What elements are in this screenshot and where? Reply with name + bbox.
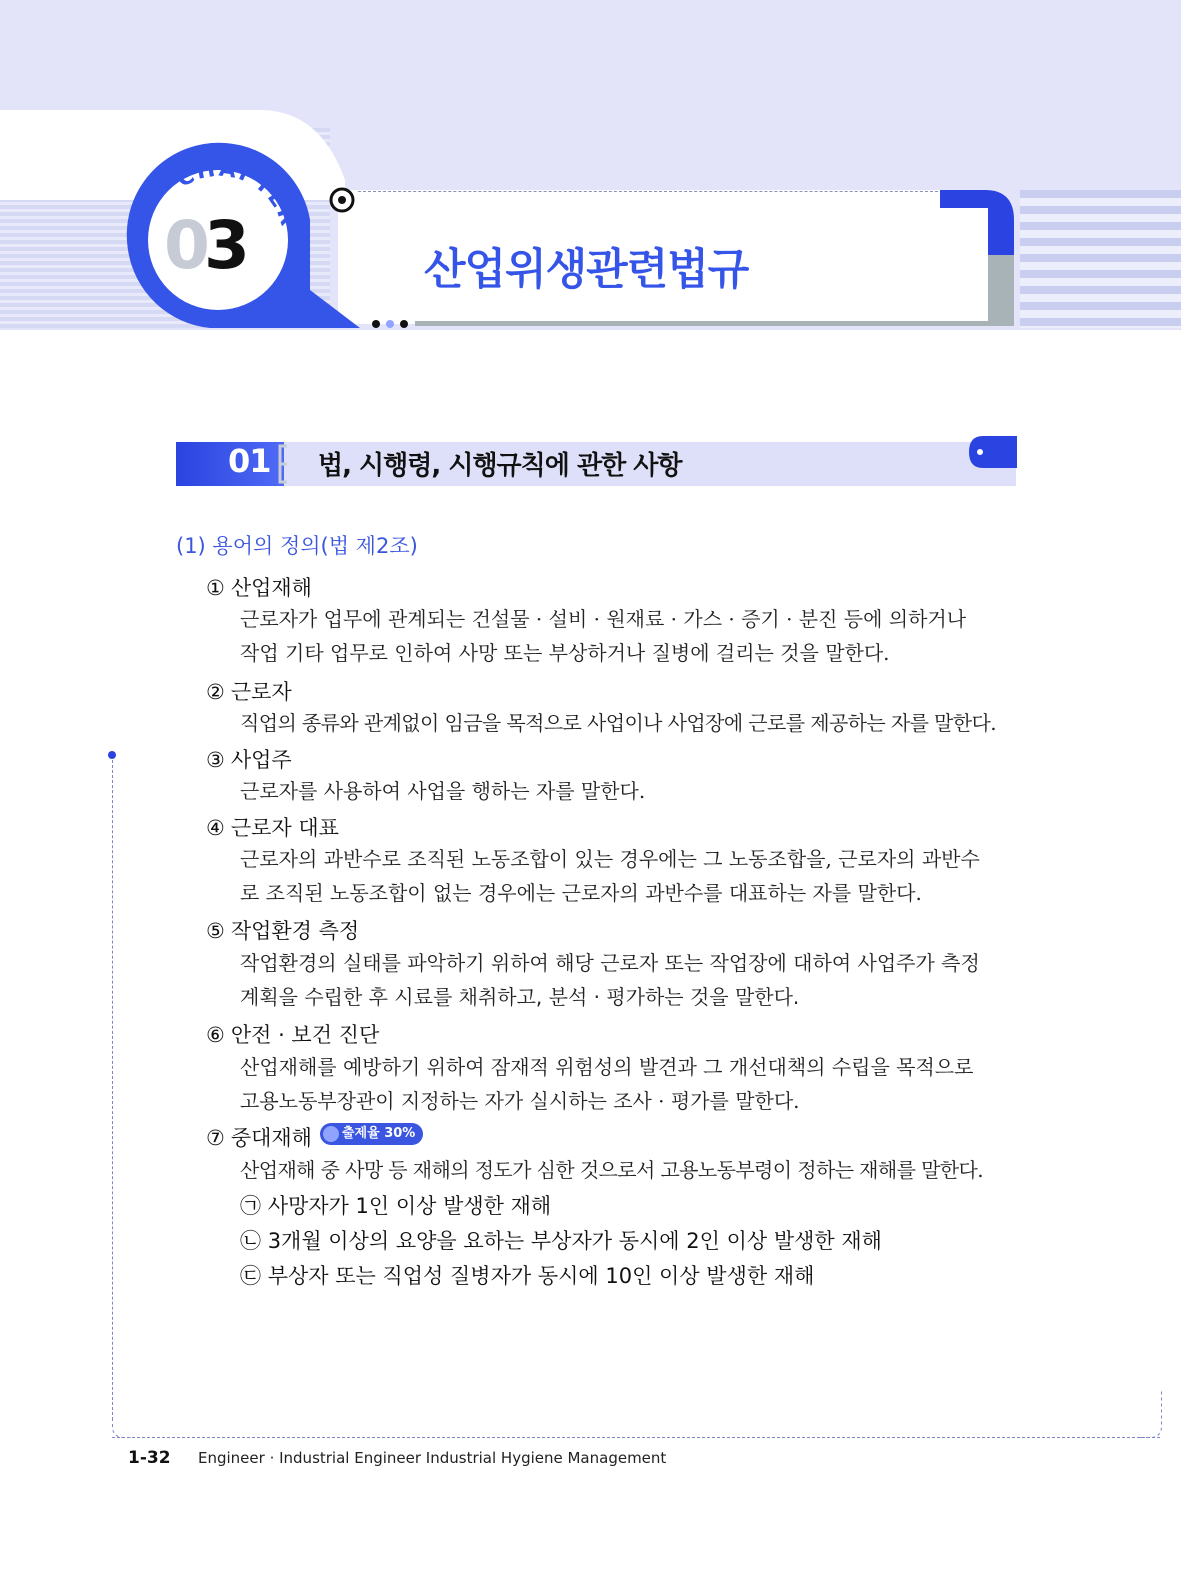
bottom-left-corner xyxy=(112,1418,134,1438)
chapter-title: 산업위생관련법규 xyxy=(424,245,749,295)
body-line: 직업의 종류와 관계없이 임금을 목적으로 사업이나 사업장에 근로를 제공하는 자를 말한다. xyxy=(240,711,996,735)
title-underline-bar xyxy=(415,321,990,326)
item-body xyxy=(240,946,1016,1014)
section-bracket-icon xyxy=(275,440,291,488)
chapter-label: CHAPTER xyxy=(172,156,301,231)
book-title-footer: Engineer · Industrial Engineer Industrial Hygiene Management xyxy=(198,1449,667,1467)
item-body xyxy=(240,774,1016,808)
exam-rate-badge xyxy=(320,1123,423,1145)
item-title xyxy=(206,676,292,706)
body-line: 로 조직된 노동조합이 없는 경우에는 근로자의 과반수를 대표하는 자를 말한다. xyxy=(240,881,922,905)
title-dash-line xyxy=(358,191,948,192)
list-text: 사망자가 1인 이상 발생한 재해 xyxy=(267,1194,552,1218)
badge-text: 출제율 30% xyxy=(342,1126,416,1141)
section-tab-icon xyxy=(969,436,1017,468)
list-text: 3개월 이상의 요양을 요하는 부상자가 동시에 2인 이상 발생한 재해 xyxy=(267,1229,882,1253)
item-body xyxy=(240,1050,1016,1118)
section-number: 01 xyxy=(228,442,271,480)
item-marker: ⑦ xyxy=(206,1126,225,1150)
item-marker: ④ xyxy=(206,816,225,840)
body-line: 고용노동부장관이 지정하는 자가 실시하는 조사 · 평가를 말한다. xyxy=(240,1089,800,1113)
item-marker: ⑤ xyxy=(206,919,225,943)
list-marker: ㉠ xyxy=(240,1194,261,1218)
body-line: 산업재해 중 사망 등 재해의 정도가 심한 것으로서 고용노동부령이 정하는 재해를 말한다. xyxy=(240,1158,984,1182)
bottom-right-corner xyxy=(1140,1390,1162,1438)
chapter-number-faded: 0 xyxy=(164,207,210,284)
item-body xyxy=(240,1153,1016,1187)
subsection-heading: (1) 용어의 정의(법 제2조) xyxy=(176,534,418,558)
three-dots-icon xyxy=(370,318,414,330)
margin-dot xyxy=(108,751,116,759)
item-title xyxy=(206,744,292,774)
page-number: 1-32 xyxy=(128,1448,171,1468)
chapter-number: 3 xyxy=(204,207,250,284)
body-line: 근로자의 과반수로 조직된 노동조합이 있는 경우에는 그 노동조합을, 근로자의 과반수 xyxy=(240,847,980,871)
item-marker: ① xyxy=(206,576,225,600)
item-body xyxy=(240,602,1016,670)
margin-dashed-line xyxy=(112,760,113,1420)
body-line: 작업환경의 실태를 파악하기 위하여 해당 근로자 또는 작업장에 대하여 사업주가 측정 xyxy=(240,951,980,975)
item-title xyxy=(206,915,359,945)
item-title xyxy=(206,572,312,602)
list-item xyxy=(240,1225,882,1255)
body-line: 근로자가 업무에 관계되는 건설물 · 설비 · 원재료 · 가스 · 증기 · 분진 등에 의하거나 xyxy=(240,607,967,631)
item-title-text: 근로자 xyxy=(230,680,292,704)
item-marker: ③ xyxy=(206,748,225,772)
body-line: 산업재해를 예방하기 위하여 잠재적 위험성의 발견과 그 개선대책의 수립을 목적으로 xyxy=(240,1055,974,1079)
item-title-text: 작업환경 측정 xyxy=(230,919,360,943)
badge-dot-icon xyxy=(323,1126,339,1142)
item-title-text: 안전 · 보건 진단 xyxy=(230,1023,380,1047)
item-marker: ⑥ xyxy=(206,1023,225,1047)
item-title-text: 사업주 xyxy=(230,748,292,772)
section-title: 법, 시행령, 시행규칙에 관한 사항 xyxy=(318,451,682,481)
chapter-emblem xyxy=(110,140,370,340)
list-item xyxy=(240,1260,814,1290)
list-marker: ㉢ xyxy=(240,1264,261,1288)
item-title-text: 근로자 대표 xyxy=(230,816,339,840)
list-marker: ㉡ xyxy=(240,1229,261,1253)
body-line: 근로자를 사용하여 사업을 행하는 자를 말한다. xyxy=(240,779,646,803)
item-title-text: 중대재해 xyxy=(230,1126,312,1150)
list-item xyxy=(240,1190,551,1220)
body-line: 계획을 수립한 후 시료를 채취하고, 분석 · 평가하는 것을 말한다. xyxy=(240,985,800,1009)
header-stripes-right xyxy=(1020,190,1181,328)
list-text: 부상자 또는 직업성 질병자가 동시에 10인 이상 발생한 재해 xyxy=(267,1264,815,1288)
item-title-text: 산업재해 xyxy=(230,576,312,600)
title-card-grey-bar xyxy=(988,255,1014,326)
item-title xyxy=(206,1122,312,1152)
item-marker: ② xyxy=(206,680,225,704)
item-body xyxy=(240,706,1016,740)
item-title xyxy=(206,1019,379,1049)
bottom-dashed-line xyxy=(112,1437,1160,1438)
item-title xyxy=(206,812,339,842)
body-line: 작업 기타 업무로 인하여 사망 또는 부상하거나 질병에 걸리는 것을 말한다. xyxy=(240,641,890,665)
item-body xyxy=(240,842,1016,910)
